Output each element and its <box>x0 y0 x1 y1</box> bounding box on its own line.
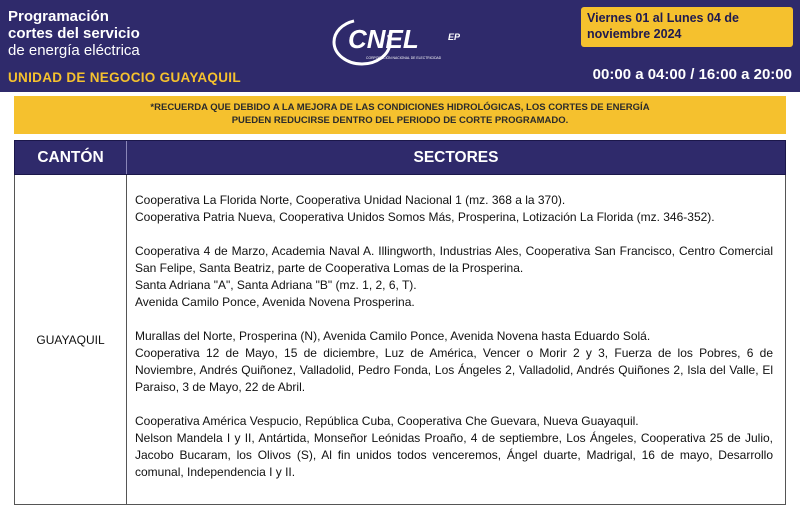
outage-hours: 00:00 a 04:00 / 16:00 a 20:00 <box>592 66 792 83</box>
sector-group-3 <box>135 328 773 396</box>
sector-line: Cooperativa 12 de Mayo, 15 de diciembre, Luz de América, Vencer o Morir 2 y 3, Fuerza de los Pobres, 6 de Noviembre, Andrés Quiñonez, Valladolid, Pedro Fonda, Los Ángeles 2, Valladolid, Andrés Quiñones 2, Isla del Valle, El Paraiso, 3 de Mayo, 22 de Abril. <box>135 346 773 394</box>
column-header-canton: CANTÓN <box>15 141 127 174</box>
sector-line: Cooperativa América Vespucio, República Cuba, Cooperativa Che Guevara, Nueva Guayaquil. <box>135 414 639 428</box>
sector-group-4 <box>135 413 773 481</box>
table-header <box>14 140 786 175</box>
logo-suffix-text: EP <box>448 32 461 42</box>
sector-group-2 <box>135 243 773 311</box>
sector-line: Murallas del Norte, Prosperina (N), Avenida Camilo Ponce, Avenida Novena hasta Eduardo Solá. <box>135 329 651 343</box>
schedule-title <box>8 8 140 59</box>
notice-line-1: *RECUERDA QUE DEBIDO A LA MEJORA DE LAS CONDICIONES HIDROLÓGICAS, LOS CORTES DE ENERGÍA <box>150 102 650 113</box>
sector-line: Santa Adriana "A", Santa Adriana "B" (mz. 1, 2, 6, T). <box>135 278 417 292</box>
notice-banner <box>14 96 786 134</box>
table-row <box>14 175 786 505</box>
sector-group-1 <box>135 192 773 226</box>
title-line-3: de energía eléctrica <box>8 42 140 59</box>
header-banner <box>0 0 800 92</box>
logo-tagline-text: CORPORACIÓN NACIONAL DE ELECTRICIDAD <box>366 56 442 60</box>
column-header-sectores: SECTORES <box>413 148 499 166</box>
logo-brand-text: CNEL <box>348 24 419 54</box>
sector-line: Cooperativa Patria Nueva, Cooperativa Unidos Somos Más, Prosperina, Lotización La Florida (mz. 346-352). <box>135 210 715 224</box>
date-range-badge: Viernes 01 al Lunes 04 de noviembre 2024 <box>581 7 793 47</box>
cnel-logo <box>328 14 478 74</box>
sector-line: Cooperativa 4 de Marzo, Academia Naval A. Illingworth, Industrias Ales, Cooperativa San Francisco, Centro Comercial San Felipe, Santa Beatriz, parte de Cooperativa Lomas de la Prosperina. <box>135 244 773 275</box>
sector-line: Nelson Mandela I y II, Antártida, Monseñor Leónidas Proaño, 4 de septiembre, Los Ángeles, Cooperativa 25 de Julio, Jacobo Bucaram, los Olivos (S), Al fin unidos todos venceremos, Ángel duarte, Madrigal, 16 de mayo, Desarrollo comunal, Independencia I y II. <box>135 431 773 479</box>
sectores-cell <box>135 192 773 498</box>
title-line-1: Programación <box>8 8 109 25</box>
sector-line: Cooperativa La Florida Norte, Cooperativa Unidad Nacional 1 (mz. 368 a la 370). <box>135 193 566 207</box>
canton-cell: GUAYAQUIL <box>15 175 127 504</box>
sector-line: Avenida Camilo Ponce, Avenida Novena Prosperina. <box>135 295 415 309</box>
business-unit-label: UNIDAD DE NEGOCIO GUAYAQUIL <box>8 70 241 85</box>
title-line-2: cortes del servicio <box>8 25 140 42</box>
notice-line-2: PUEDEN REDUCIRSE DENTRO DEL PERIODO DE CORTE PROGRAMADO. <box>231 115 569 126</box>
